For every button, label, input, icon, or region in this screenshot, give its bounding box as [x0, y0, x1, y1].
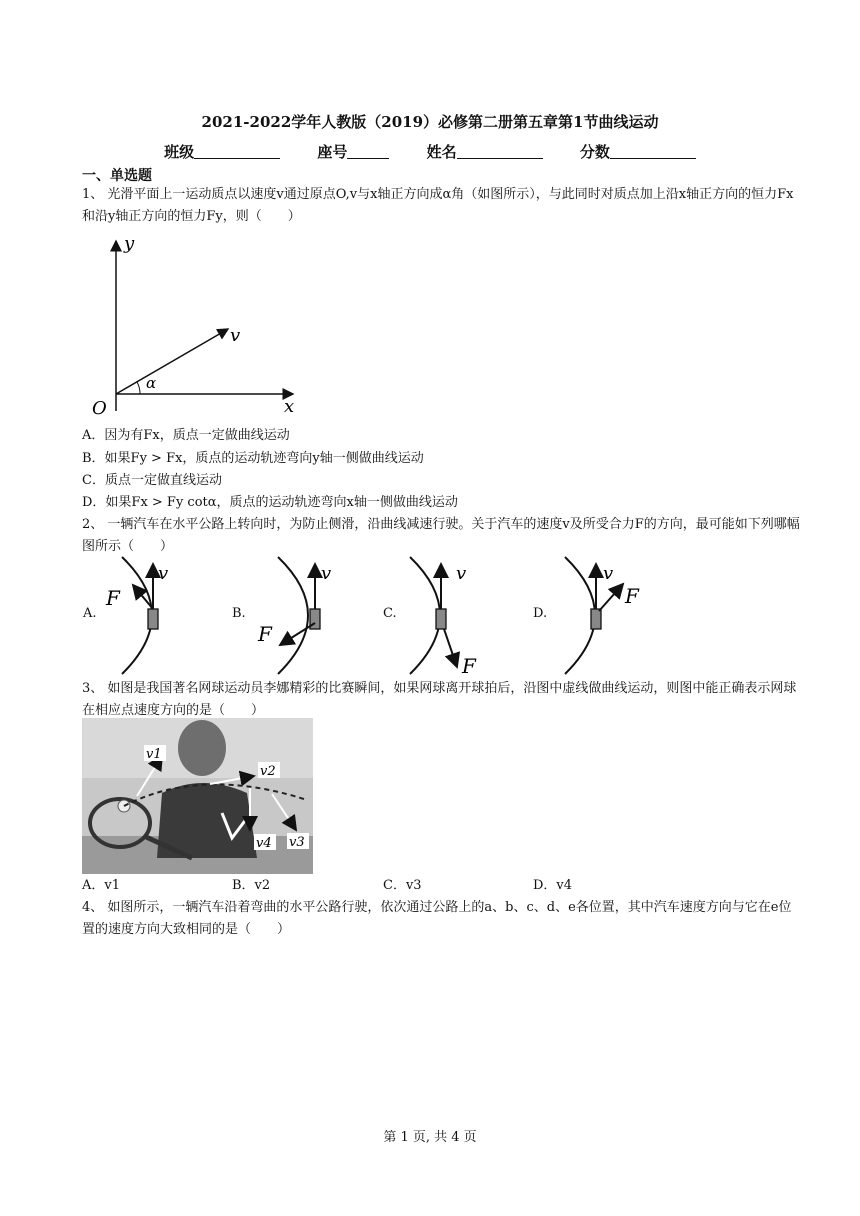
q2-label-a: A.	[83, 606, 97, 621]
force-arrow	[280, 623, 315, 645]
seat-label: 座号	[317, 143, 348, 161]
force-label: F	[625, 584, 639, 608]
name-label: 姓名	[426, 143, 457, 161]
force-label: F	[106, 586, 120, 610]
alpha-label: α	[146, 374, 157, 392]
page-footer: 第 1 页, 共 4 页	[383, 1130, 477, 1145]
question-4-text: 4、 如图所示，一辆汽车沿着弯曲的水平公路行驶，依次通过公路上的a、b、c、d、e各位置，其中汽车速度方向与它在e位置的速度方向大致相同的是（ ）	[82, 900, 792, 937]
player-head	[178, 720, 226, 776]
q2-label-d: D.	[533, 606, 548, 621]
x-axis-label: x	[284, 396, 295, 417]
alpha-arc	[137, 382, 140, 394]
v1-label: v1	[146, 747, 162, 762]
force-label: F	[462, 654, 476, 678]
v2-label: v2	[260, 764, 276, 779]
v4-label: v4	[256, 836, 272, 851]
seat-blank	[347, 144, 389, 159]
velocity-label: v	[321, 563, 332, 584]
v3-label: v3	[289, 835, 305, 850]
class-label: 班级	[164, 143, 195, 161]
question-3-option-c: C．v3	[383, 878, 422, 893]
y-axis-label: y	[124, 233, 135, 254]
car-block	[148, 609, 158, 629]
velocity-label: v	[603, 563, 614, 584]
velocity-label: v	[230, 325, 241, 346]
q2-figure-d	[555, 553, 655, 678]
force-arrow	[444, 629, 457, 667]
q2-figure-a	[100, 553, 200, 678]
question-3-option-d: D．v4	[533, 878, 573, 893]
velocity-label: v	[158, 563, 169, 584]
score-blank	[610, 144, 696, 159]
q2-figure-b	[250, 553, 350, 678]
car-block	[436, 609, 446, 629]
origin-label: O	[92, 398, 107, 418]
name-field	[427, 143, 543, 161]
question-2-text: 2、 一辆汽车在水平公路上转向时，为防止侧滑，沿曲线减速行驶。关于汽车的速度v及所受合力F的方向，最可能如下列哪幅图所示（ ）	[82, 517, 800, 554]
class-field	[164, 143, 280, 161]
question-1-option-c: C．质点一定做直线运动	[82, 473, 222, 488]
velocity-label: v	[456, 563, 467, 584]
q2-label-b: B.	[232, 606, 246, 621]
seat-field	[317, 143, 389, 161]
class-blank	[194, 144, 280, 159]
question-1-figure	[88, 233, 308, 418]
force-arrow	[599, 584, 623, 611]
score-label: 分数	[579, 143, 610, 161]
student-info-row	[0, 141, 860, 162]
force-label: F	[258, 622, 272, 646]
q2-label-c: C.	[383, 606, 397, 621]
question-1-option-d: D．如果Fx > Fy cotα，质点的运动轨迹弯向x轴一侧做曲线运动	[82, 495, 458, 510]
question-1-text: 1、 光滑平面上一运动质点以速度v通过原点O,v与x轴正方向成α角（如图所示），与此同时对质点加上沿x轴正方向的恒力Fx和沿y轴正方向的恒力Fy，则（ ）	[82, 187, 794, 224]
q2-figure-c	[400, 553, 500, 678]
curve-path	[278, 557, 308, 674]
velocity-vector	[116, 329, 228, 394]
question-1-option-a: A．因为有Fx，质点一定做曲线运动	[82, 428, 290, 443]
question-3-option-b: B．v2	[232, 878, 271, 893]
section-heading: 一、单选题	[82, 168, 152, 184]
page-title: 2021-2022学年人教版（2019）必修第二册第五章第1节曲线运动	[201, 113, 659, 131]
name-blank	[457, 144, 543, 159]
question-3-option-a: A．v1	[82, 878, 121, 893]
question-3-text: 3、 如图是我国著名网球运动员李娜精彩的比赛瞬间，如果网球离开球拍后，沿图中虚线做曲线运动，则图中能正确表示网球在相应点速度方向的是（ ）	[82, 681, 797, 718]
question-1-option-b: B．如果Fy > Fx，质点的运动轨迹弯向y轴一侧做曲线运动	[82, 451, 424, 466]
car-block	[591, 609, 601, 629]
tennis-photo	[82, 718, 313, 874]
score-field	[580, 143, 696, 161]
